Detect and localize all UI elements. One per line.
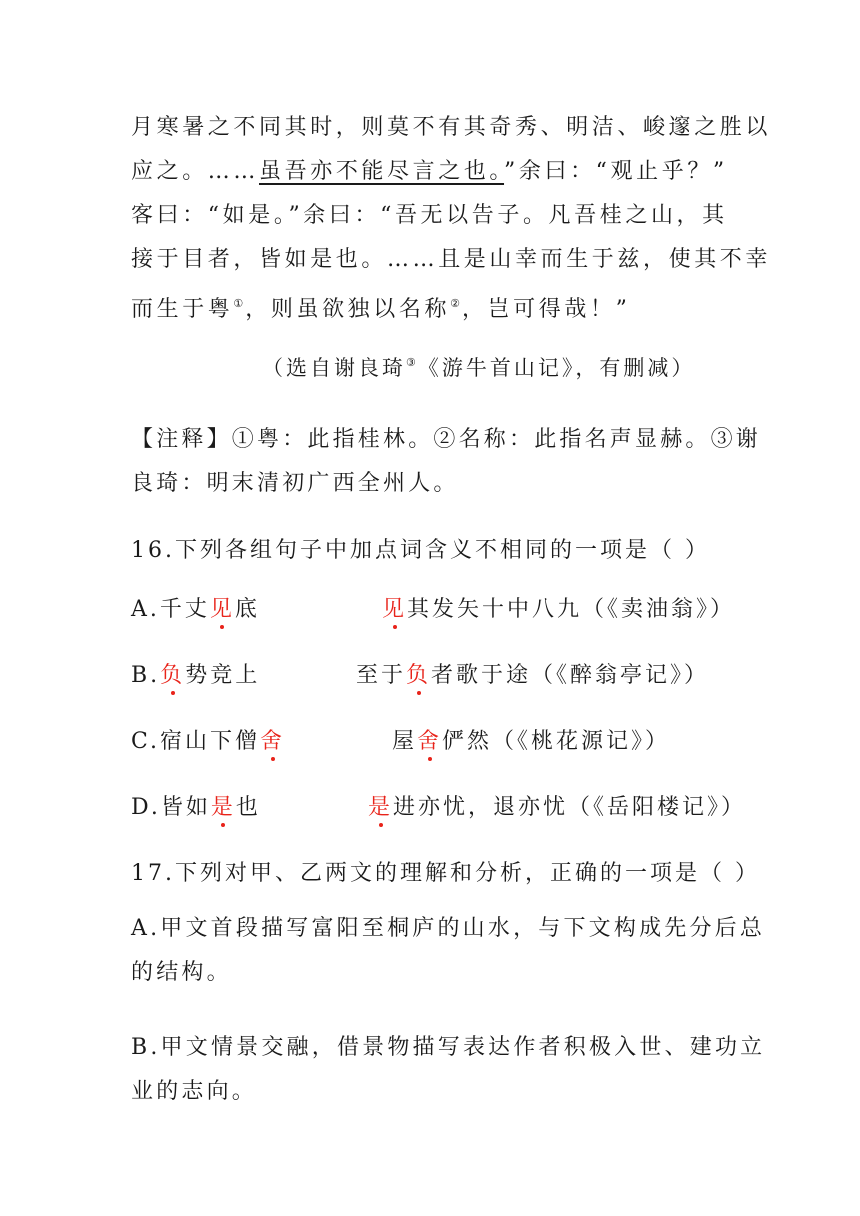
dotted-word: 负 — [160, 663, 186, 688]
option-a-right: 见其发矢十中八九（《卖油翁》） — [382, 597, 736, 622]
option-line: A.甲文首段描写富阳至桐庐的山水，与下文构成先分后总 — [131, 916, 766, 941]
dotted-word: 舍 — [417, 729, 443, 754]
option-b-left: B.负势竞上 — [131, 663, 261, 688]
question-17-stem: 17.下列对甲、乙两文的理解和分析，正确的一项是（ ） — [131, 861, 760, 886]
footnote-marker: ① — [233, 297, 244, 310]
option-b-right: 至于负者歌于途（《醉翁亭记》） — [356, 663, 710, 688]
notes-block — [131, 418, 762, 506]
passage-text: ，岂可得哉！” — [461, 297, 631, 322]
option-line: 业的志向。 — [131, 1079, 258, 1104]
option-c-left: C.宿山下僧舍 — [131, 729, 286, 754]
passage-line: 月寒暑之不同其时，则莫不有其奇秀、明洁、峻邃之胜以 — [131, 115, 772, 140]
passage-text: 应之。…… — [131, 159, 260, 184]
footnote-marker: ③ — [406, 356, 416, 369]
dotted-word: 见 — [209, 597, 235, 622]
passage-text: 而生于粤 — [131, 297, 234, 322]
dotted-word: 是 — [368, 795, 394, 820]
source-citation — [262, 352, 695, 382]
passage-paragraph — [131, 106, 772, 326]
dotted-word: 负 — [406, 663, 432, 688]
option-d-right: 是进亦忧，退亦忧（《岳阳楼记》） — [368, 795, 747, 820]
passage-line — [131, 150, 731, 194]
notes-line: 【注释】①粤：此指桂林。②名称：此指名声显赫。③谢 — [131, 427, 762, 452]
dotted-word: 见 — [382, 597, 408, 622]
dotted-word: 是 — [210, 795, 236, 820]
passage-line: 客曰：“如是。”余曰：“吾无以告子。凡吾桂之山，其 — [131, 203, 728, 228]
passage-text: ”余曰：“观止乎？” — [504, 159, 728, 184]
notes-line: 良琦：明末清初广西全州人。 — [131, 471, 459, 496]
footnote-marker: ② — [450, 297, 460, 310]
underlined-sentence: 虽吾亦不能尽言之也。 — [259, 159, 505, 184]
passage-line — [131, 282, 731, 326]
option-line: B.甲文情景交融，借景物描写表达作者积极入世、建功立 — [131, 1035, 766, 1060]
option-a-left: A.千丈见底 — [131, 597, 260, 622]
option-line: 的结构。 — [131, 960, 232, 985]
passage-text: ，则虽欲独以名称 — [245, 297, 451, 322]
option-c-right: 屋舍俨然（《桃花源记》） — [392, 729, 671, 754]
passage-line: 接于目者，皆如是也。……且是山幸而生于兹，使其不幸 — [131, 247, 772, 272]
option-d-left: D.皆如是也 — [131, 795, 261, 820]
citation-text: 《游牛首山记》，有删减） — [417, 356, 696, 380]
citation-text: （选自谢良琦 — [262, 356, 406, 380]
question-16-stem: 16.下列各组句子中加点词含义不相同的一项是（ ） — [131, 538, 710, 563]
dotted-word: 舍 — [260, 729, 286, 754]
option-17-a — [131, 907, 766, 995]
option-17-b — [131, 1026, 766, 1114]
